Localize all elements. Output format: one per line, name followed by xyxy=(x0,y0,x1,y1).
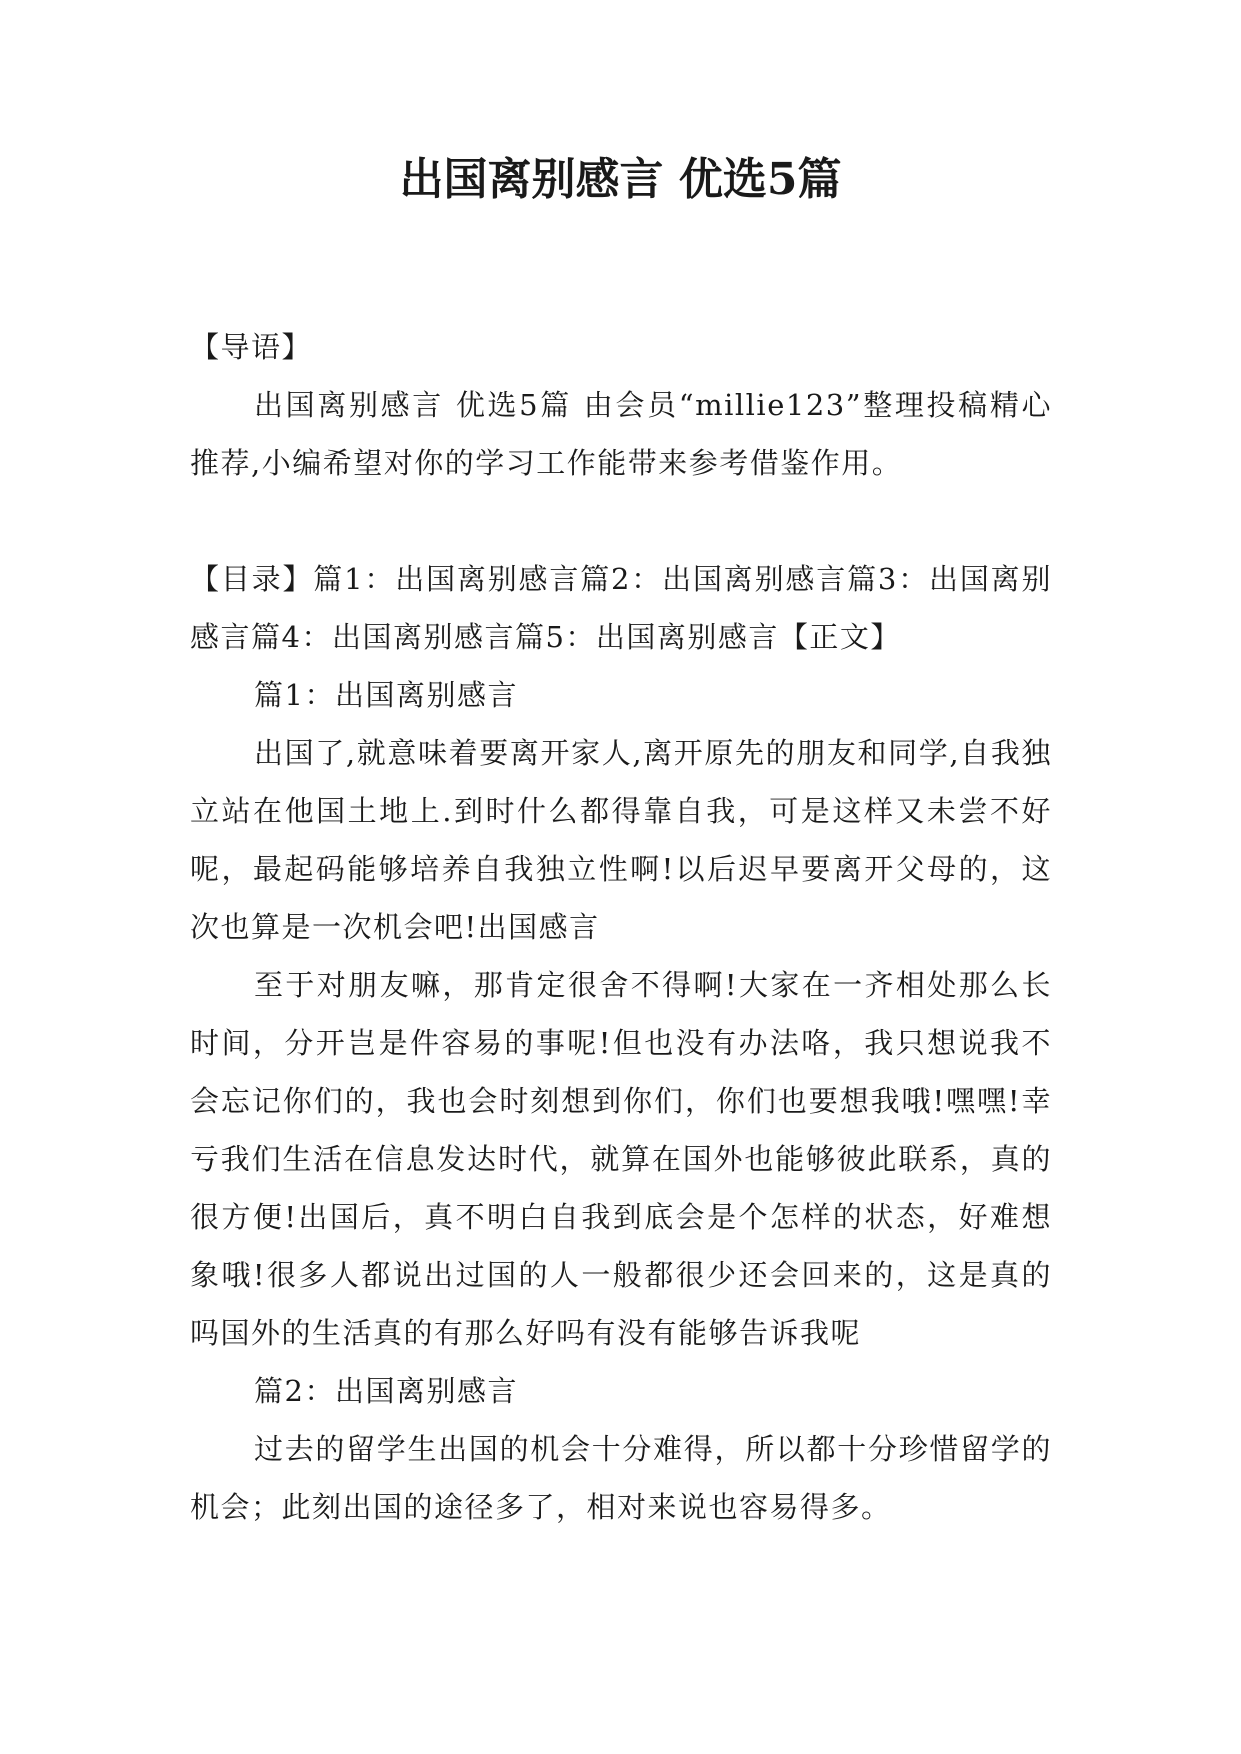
section-2-paragraph-1: 过去的留学生出国的机会十分难得，所以都十分珍惜留学的机会；此刻出国的途径多了，相对来说也容易得多。 xyxy=(190,1432,1052,1524)
document-title: 出国离别感言 优选5篇 xyxy=(399,154,842,205)
document-body xyxy=(190,318,1052,1536)
table-of-contents: 【目录】篇1：出国离别感言篇2：出国离别感言篇3：出国离别感言篇4：出国离别感言篇5：出国离别感言【正文】 xyxy=(190,562,1052,654)
section-1-paragraph-1: 出国了,就意味着要离开家人,离开原先的朋友和同学,自我独立站在他国土地上.到时什么都得靠自我，可是这样又未尝不好呢，最起码能够培养自我独立性啊!以后迟早要离开父母的，这次也算是一次机会吧!出国感言 xyxy=(190,736,1052,944)
section-1-heading: 篇1：出国离别感言 xyxy=(254,678,518,712)
spacer xyxy=(190,492,1052,550)
intro-paragraph: 出国离别感言 优选5篇 由会员“millie123”整理投稿精心推荐,小编希望对你的学习工作能带来参考借鉴作用。 xyxy=(190,388,1052,480)
intro-heading: 【导语】 xyxy=(190,330,313,364)
section-1-paragraph-2: 至于对朋友嘛，那肯定很舍不得啊!大家在一齐相处那么长时间，分开岂是件容易的事呢!但也没有办法咯，我只想说我不会忘记你们的，我也会时刻想到你们，你们也要想我哦!嘿嘿!幸亏我们生活在信息发达时代，就算在国外也能够彼此联系，真的很方便!出国后，真不明白自我到底会是个怎样的状态，好难想象哦!很多人都说出过国的人一般都很少还会回来的，这是真的吗国外的生活真的有那么好吗有没有能够告诉我呢 xyxy=(190,968,1052,1350)
section-2-heading: 篇2：出国离别感言 xyxy=(254,1374,518,1408)
